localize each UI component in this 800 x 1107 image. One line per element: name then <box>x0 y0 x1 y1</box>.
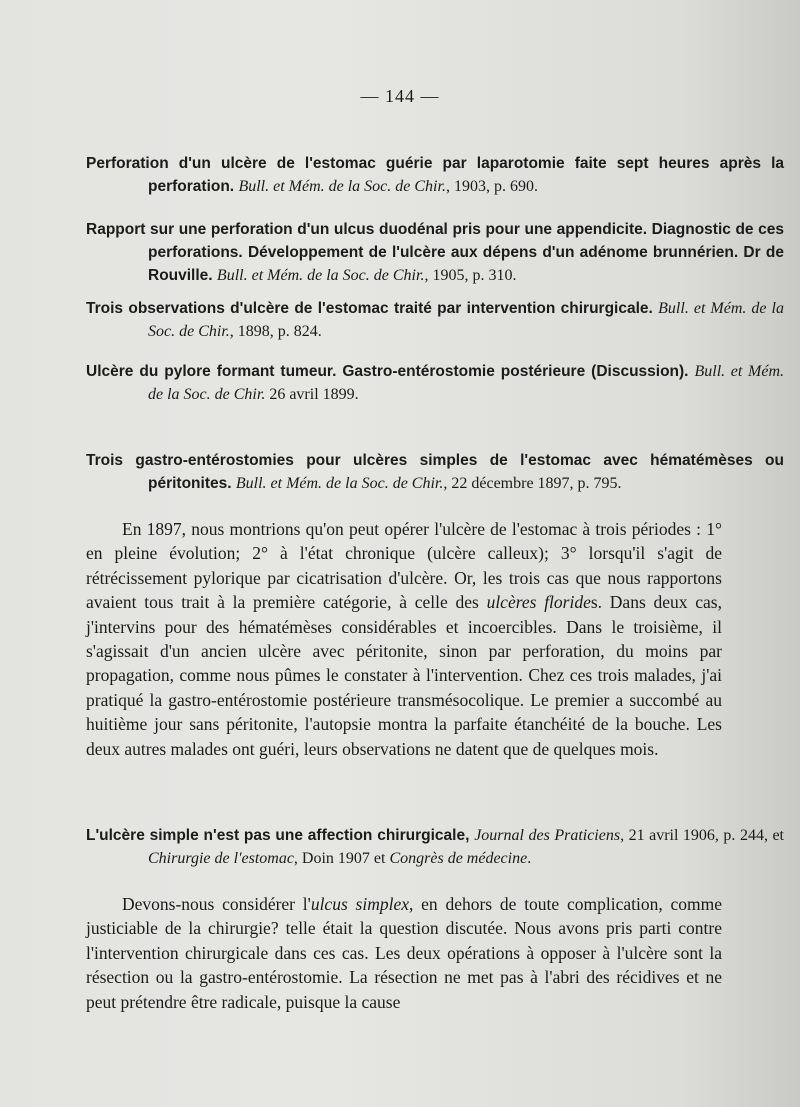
page-number: — 144 — <box>360 86 440 106</box>
entry-source: Congrès de médecine <box>389 850 528 867</box>
entry-title: Perforation d'un ulcère de l'estomac guérie par laparotomie faite sept heures après la perforation. <box>86 155 784 195</box>
bibliography-entry-2 <box>86 218 784 287</box>
entry-source: Journal des Praticiens <box>474 827 621 844</box>
entry-reference: , 21 avril 1906, p. 244, et <box>620 827 784 844</box>
entry-title: Ulcère du pylore formant tumeur. Gastro-entérostomie postérieure (Discussion). <box>86 363 689 380</box>
entry-reference: . <box>527 850 532 867</box>
paragraph-text: En 1897, nous montrions qu'on peut opérer l'ulcère de l'estomac à trois périodes : 1° en pleine évolution; 2° à l'état chronique (ulcère calleux); 3° lorsqu'il s'agit de rétrécissement pylorique par cicatrisation d'ulcère. Or, les trois cas que nous rapportons avaient tous trait à la première catégorie, à celle des <box>86 519 722 613</box>
bibliography-entry-3 <box>86 297 784 343</box>
entry-reference: , Doin 1907 et <box>293 850 390 867</box>
bibliography-entry-5 <box>86 449 784 495</box>
body-paragraph-1 <box>86 517 722 761</box>
paragraph-text: , en dehors de toute complication, comme justiciable de la chirurgie? telle était la question discutée. Nous avons pris parti contre l'intervention chirurgicale dans ces cas. Les deux opérations à opposer à l'ulcère sont la résection ou la gastro-entérostomie. La résection ne met pas à l'abri des récidives et ne peut prétendre être radicale, puisque la cause <box>86 894 722 1012</box>
entry-reference: , 22 décembre 1897, p. 795. <box>443 475 622 492</box>
entry-source: Bull. et Mém. de la Soc. de Chir. <box>235 475 444 492</box>
bibliography-entry-6 <box>86 824 784 870</box>
paragraph-text: Devons-nous considérer l' <box>122 894 311 914</box>
paragraph-italic: ulcus simplex <box>310 894 409 914</box>
entry-source: Bull. et Mém. de la Soc. de Chir. <box>148 300 784 340</box>
entry-title: Rapport sur une perforation d'un ulcus duodénal pris pour une appendicite. Diagnostic de ces perforations. Développement de l'ulcère aux dépens d'un adénome brunnérien. Dr de Rouville. <box>86 221 784 284</box>
bibliography-entry-1 <box>86 152 784 198</box>
entry-reference: 26 avril 1899. <box>265 386 359 403</box>
entry-title: L'ulcère simple n'est pas une affection chirurgicale, <box>86 827 470 844</box>
entry-source: Bull. et Mém. de la Soc. de Chir. <box>238 178 446 195</box>
paragraph-text: s. Dans deux cas, j'intervins pour des hématémèses considérables et incoercibles. Dans le troisième, il s'agissait d'un ancien ulcère avec péritonite, sinon par perforation, du moins par propagation, comme nous pûmes le constater à l'intervention. Chez ces trois malades, j'ai pratiqué la gastro-entérostomie postérieure transmésocolique. Le premier a succombé au huitième jour sans péritonite, l'autopsie montra la parfaite étanchéité de la bouche. Les deux autres malades ont guéri, leurs observations ne datent que de quelques mois. <box>86 592 722 759</box>
entry-reference: , 1898, p. 824. <box>229 323 322 340</box>
entry-source: Bull. et Mém. de la Soc. de Chir. <box>148 363 785 403</box>
paragraph-italic: ulcères floride <box>486 592 591 613</box>
bibliography-entry-4 <box>86 360 784 406</box>
entry-title: Trois observations d'ulcère de l'estomac traité par intervention chirurgicale. <box>86 300 653 317</box>
body-paragraph-2 <box>86 892 722 1014</box>
entry-title: Trois gastro-entérostomies pour ulcères simples de l'estomac avec hématémèses ou péritonites. <box>86 452 784 492</box>
entry-source: Chirurgie de l'estomac <box>148 850 294 867</box>
entry-reference: , 1905, p. 310. <box>424 267 517 284</box>
entry-reference: , 1903, p. 690. <box>445 178 538 195</box>
entry-source: Bull. et Mém. de la Soc. de Chir. <box>216 267 425 284</box>
